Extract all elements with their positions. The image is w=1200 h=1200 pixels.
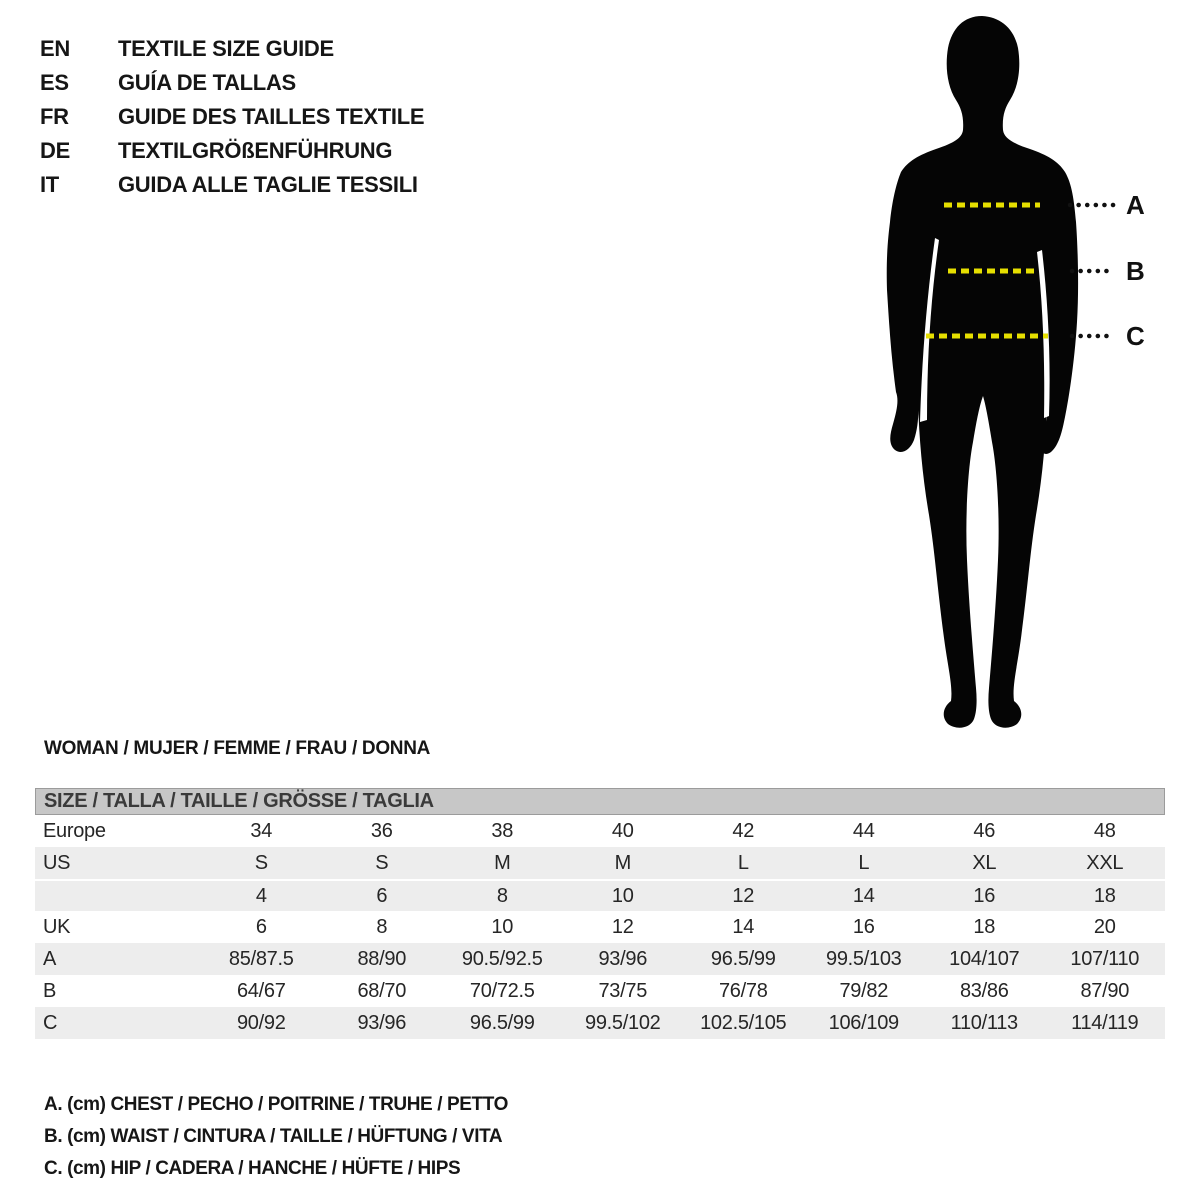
- chest-label: A: [1126, 190, 1145, 220]
- cell: 6: [376, 884, 388, 907]
- legend-chest: A. (cm) CHEST / PECHO / POITRINE / TRUHE / PETTO: [44, 1094, 508, 1115]
- legend-waist: B. (cm) WAIST / CINTURA / TAILLE / HÜFTUNG / VITA: [44, 1126, 503, 1147]
- cell: S: [375, 851, 389, 874]
- legend-hip: C. (cm) HIP / CADERA / HANCHE / HÜFTE / HIPS: [44, 1158, 461, 1179]
- cell: 104/107: [949, 947, 1020, 970]
- cell: 42: [732, 819, 755, 842]
- title-row-es: [40, 66, 424, 100]
- cell: 40: [611, 819, 634, 842]
- cell: 8: [496, 884, 508, 907]
- cell: 110/113: [950, 1011, 1018, 1034]
- table-row-us-letters: [35, 847, 1165, 879]
- cell: 64/67: [236, 979, 286, 1002]
- title-text-de: TEXTILGRÖßENFÜHRUNG: [118, 138, 393, 163]
- title-row-it: [40, 168, 424, 202]
- cell: 106/109: [828, 1011, 899, 1034]
- row-label: UK: [43, 915, 71, 938]
- title-text-fr: GUIDE DES TAILLES TEXTILE: [118, 104, 425, 129]
- cell: 76/78: [718, 979, 768, 1002]
- cell: 12: [732, 884, 755, 907]
- table-row-uk: [35, 911, 1165, 943]
- cell: 16: [852, 915, 875, 938]
- cell: 70/72.5: [469, 979, 535, 1002]
- cell: 79/82: [839, 979, 889, 1002]
- row-label: US: [43, 851, 71, 874]
- lang-code-fr: FR: [40, 104, 69, 129]
- title-text-en: TEXTILE SIZE GUIDE: [118, 36, 334, 61]
- cell: L: [858, 851, 870, 874]
- language-title-block: [40, 32, 424, 202]
- woman-silhouette-svg: [860, 0, 1170, 760]
- cell: 18: [973, 915, 996, 938]
- row-label: B: [43, 979, 57, 1002]
- measurement-legend: [44, 1089, 508, 1185]
- table-row-waist-b: [35, 975, 1165, 1007]
- table-row-us-numbers: [35, 879, 1165, 911]
- title-text-it: GUIDA ALLE TAGLIE TESSILI: [118, 172, 418, 197]
- cell: 87/90: [1080, 979, 1130, 1002]
- size-table: [35, 788, 1165, 1039]
- cell: M: [614, 851, 631, 874]
- row-label: A: [43, 947, 57, 970]
- row-label: C: [43, 1011, 58, 1034]
- cell: 73/75: [598, 979, 648, 1002]
- cell: 8: [376, 915, 388, 938]
- cell: 114/119: [1071, 1011, 1139, 1034]
- cell: M: [494, 851, 511, 874]
- cell: 96.5/99: [469, 1011, 535, 1034]
- cell: 85/87.5: [228, 947, 294, 970]
- cell: 6: [255, 915, 267, 938]
- title-row-fr: [40, 100, 424, 134]
- cell: 14: [732, 915, 755, 938]
- table-row-europe: [35, 815, 1165, 847]
- lang-code-es: ES: [40, 70, 69, 95]
- cell: 34: [250, 819, 273, 842]
- cell: 83/86: [959, 979, 1009, 1002]
- cell: 93/96: [357, 1011, 407, 1034]
- size-table-header: SIZE / TALLA / TAILLE / GRÖSSE / TAGLIA: [35, 788, 1165, 815]
- cell: 14: [852, 884, 875, 907]
- cell: XXL: [1086, 851, 1124, 874]
- cell: 10: [611, 884, 634, 907]
- cell: XL: [972, 851, 997, 874]
- cell: 102.5/105: [700, 1011, 787, 1034]
- cell: 88/90: [357, 947, 407, 970]
- table-row-hip-c: [35, 1007, 1165, 1039]
- row-label: Europe: [43, 819, 106, 842]
- title-row-de: [40, 134, 424, 168]
- cell: 96.5/99: [710, 947, 776, 970]
- lang-code-de: DE: [40, 138, 70, 163]
- hip-label: C: [1126, 321, 1145, 351]
- section-heading-woman: WOMAN / MUJER / FEMME / FRAU / DONNA: [44, 738, 431, 759]
- cell: 20: [1093, 915, 1116, 938]
- cell: 44: [852, 819, 875, 842]
- cell: S: [254, 851, 268, 874]
- cell: 38: [491, 819, 514, 842]
- cell: 48: [1093, 819, 1116, 842]
- cell: 12: [611, 915, 634, 938]
- cell: 16: [973, 884, 996, 907]
- lang-code-en: EN: [40, 36, 70, 61]
- lang-code-it: IT: [40, 172, 59, 197]
- cell: 107/110: [1070, 947, 1140, 970]
- title-row-en: [40, 32, 424, 66]
- measurement-figure: [860, 0, 1170, 760]
- cell: 93/96: [598, 947, 648, 970]
- cell: L: [737, 851, 749, 874]
- cell: 90.5/92.5: [461, 947, 543, 970]
- title-text-es: GUÍA DE TALLAS: [118, 70, 296, 95]
- cell: 46: [973, 819, 996, 842]
- cell: 18: [1093, 884, 1116, 907]
- waist-label: B: [1126, 256, 1145, 286]
- cell: 68/70: [357, 979, 407, 1002]
- cell: 99.5/102: [585, 1011, 661, 1034]
- cell: 90/92: [236, 1011, 286, 1034]
- table-row-chest-a: [35, 943, 1165, 975]
- cell: 36: [370, 819, 393, 842]
- cell: 4: [255, 884, 267, 907]
- cell: 99.5/103: [826, 947, 902, 970]
- cell: 10: [491, 915, 514, 938]
